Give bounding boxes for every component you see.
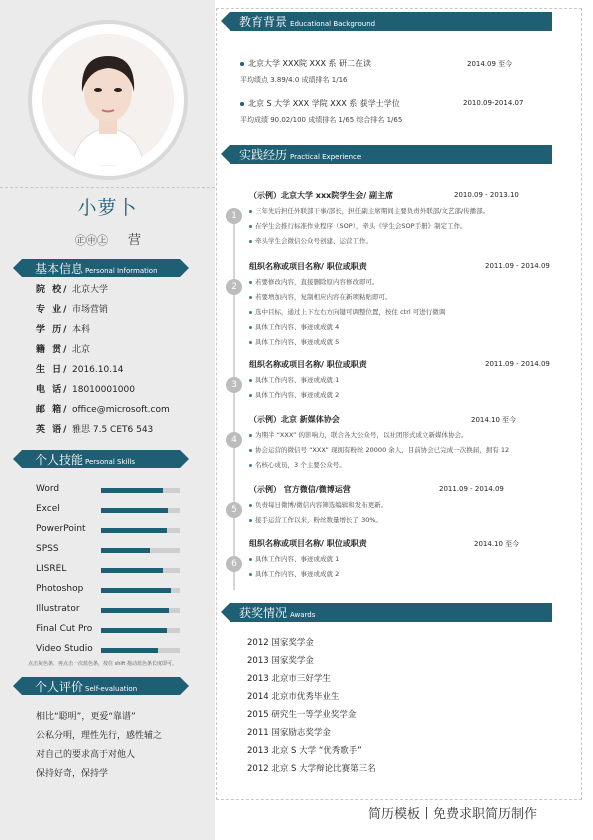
info-key: 学 历/: [36, 325, 69, 335]
skill-bar-track: [101, 648, 180, 653]
info-key: 籍 贯/: [36, 345, 69, 355]
experience-bullet: [249, 445, 509, 454]
section-subtitle: Awards: [290, 611, 316, 619]
seal-label: ㊣㊥㊤: [75, 234, 108, 247]
experience-date: 2011.09 - 2014.09: [485, 360, 550, 368]
bullet-dot: [249, 558, 252, 561]
experience-bullet: [249, 277, 379, 286]
award-item: 2014 北京市优秀毕业生: [247, 692, 340, 702]
experience-bullet: [249, 322, 339, 331]
education-entry-title: [240, 98, 400, 109]
skill-bar-fill: [101, 628, 167, 633]
bullet-text: 负责每日微博/微信内容筛选编辑和发布更新。: [255, 501, 388, 509]
evaluation-line: 对自己的要求高于对他人: [36, 750, 136, 760]
section-title: 个人评价: [35, 680, 84, 694]
education-title-text: 北京大学 XXX院 XXX 系 研二在读: [248, 59, 372, 68]
bullet-text: 协会运营的微信号 “XXX” 现拥有粉丝 20000 余人，目前协会已完成一次换届，拥有 12: [255, 446, 510, 454]
skill-label: Video Studio: [36, 644, 93, 654]
experience-title: （示例）北京大学 xxx院学生会/ 副主席: [249, 191, 393, 200]
section-header-eval: [22, 677, 180, 695]
info-key: 专 业/: [36, 305, 69, 315]
skills-note: 点击灰色条，再点击一次蓝色条，按住 shift 拖动蓝色条长度即可。: [28, 661, 177, 667]
section-subtitle: Self-evaluation: [85, 685, 138, 693]
section-subtitle: Educational Background: [290, 20, 376, 28]
section-subtitle: Personal Information: [85, 267, 158, 275]
experience-bullet: [249, 206, 489, 215]
info-row: [36, 422, 153, 435]
info-row: [36, 402, 170, 415]
info-key: 电 话/: [36, 385, 69, 395]
experience-bullet: [249, 430, 467, 439]
bullet-dot: [249, 519, 252, 522]
timeline-number: 1: [226, 208, 242, 224]
bullet-text: 具体工作内容、事迹或成就 2: [255, 391, 340, 399]
experience-bullet: [249, 375, 339, 384]
experience-date: 2014.10 至今: [474, 540, 520, 548]
experience-date: 2010.09 - 2013.10: [454, 191, 519, 199]
award-item: 2012 北京 S 大学辩论比赛第三名: [247, 764, 376, 774]
experience-title: 组织名称或项目名称/ 职位或职责: [249, 262, 367, 271]
bullet-text: 具体工作内容、事迹或成就 1: [255, 555, 340, 563]
section-subtitle: Personal Skills: [85, 458, 135, 466]
bullet-dot: [249, 341, 252, 344]
experience-title: （示例）北京 新媒体协会: [249, 415, 340, 424]
skill-bar-fill: [101, 608, 169, 613]
experience-bullet: [249, 221, 467, 230]
info-row: [36, 382, 135, 395]
info-value: 本科: [72, 325, 91, 335]
bullet-text: 牵头学生会微信公众号创建、运营工作。: [255, 237, 372, 245]
info-row: [36, 342, 90, 355]
section-title: 教育背景: [239, 15, 288, 29]
info-key: 生 日/: [36, 365, 69, 375]
experience-date: 2011.09 - 2014.09: [485, 262, 550, 270]
info-value: 市场营销: [72, 305, 109, 315]
experience-bullet: [249, 500, 387, 509]
award-item: 2013 国家奖学金: [247, 656, 314, 666]
skill-label: Word: [36, 484, 60, 494]
skill-bar-fill: [101, 648, 158, 653]
bullet-text: 若要增加内容，复制相应内容在新项粘贴即可。: [255, 293, 392, 301]
experience-bullet: [249, 569, 339, 578]
timeline-number: 6: [226, 556, 242, 572]
award-item: 2012 国家奖学金: [247, 638, 314, 648]
section-header-skills: [22, 450, 180, 468]
skill-bar-fill: [101, 508, 168, 513]
portrait-image: [42, 34, 174, 166]
bullet-dot: [249, 434, 252, 437]
timeline-number: 2: [226, 279, 242, 295]
bullet-dot: [249, 240, 252, 243]
bullet-dot: [249, 449, 252, 452]
skill-bar-track: [101, 568, 180, 573]
section-title: 个人技能: [35, 453, 84, 467]
bullet-dot: [249, 464, 252, 467]
section-title: 获奖情况: [239, 606, 288, 620]
bullet-text: 在学生会推行标准作业程序（SOP），牵头《学生会SOP手册》制定工作。: [255, 222, 467, 230]
award-item: 2015 研究生一等学业奖学金: [247, 710, 357, 720]
section-subtitle: Practical Experience: [290, 153, 362, 161]
info-row: [36, 282, 108, 295]
evaluation-line: 相比“聪明”，更爱“靠谱”: [36, 712, 136, 722]
bullet-text: 具体工作内容、事迹或成就 1: [255, 376, 340, 384]
skill-label: LISREL: [36, 564, 67, 574]
info-value: office@microsoft.com: [72, 405, 170, 415]
skill-label: SPSS: [36, 544, 59, 554]
info-value: 雅思 7.5 CET6 543: [72, 425, 154, 435]
experience-bullet: [249, 337, 339, 346]
skill-label: Excel: [36, 504, 60, 514]
skill-bar-fill: [101, 528, 167, 533]
bullet-text: 接手运营工作以来，粉丝数量增长了 30%。: [255, 516, 383, 524]
bullet-dot: [240, 102, 244, 106]
bullet-dot: [249, 573, 252, 576]
award-item: 2011 国家励志奖学金: [247, 728, 331, 738]
evaluation-line: 公私分明，理性先行，感性辅之: [36, 731, 163, 741]
experience-bullet: [249, 515, 382, 524]
bullet-dot: [249, 296, 252, 299]
bullet-text: 三年先后担任外联部干事/部长，担任副主席期间主要负责外联部/文艺部/传播部。: [255, 207, 490, 215]
skill-bar-track: [101, 628, 180, 633]
skill-bar-track: [101, 608, 180, 613]
profile-name: 小萝卜: [77, 197, 138, 219]
bullet-text: 名核心成员，3 个主要公众号。: [255, 461, 346, 469]
skill-label: Illustrator: [36, 604, 80, 614]
skill-bar-fill: [101, 568, 163, 573]
bullet-dot: [249, 210, 252, 213]
experience-bullet: [249, 236, 372, 245]
bullet-text: 具体工作内容、事迹或成就 2: [255, 570, 340, 578]
info-key: 邮 箱/: [36, 405, 69, 415]
experience-date: 2011.09 - 2014.09: [439, 485, 504, 493]
skill-bar-fill: [101, 548, 150, 553]
avatar-frame: [28, 20, 188, 180]
skill-bar-track: [101, 588, 180, 593]
info-value: 18010001000: [72, 385, 135, 395]
award-item: 2013 北京市三好学生: [247, 674, 331, 684]
experience-date: 2014.10 至今: [471, 416, 517, 424]
info-key: 院 校/: [36, 285, 69, 295]
experience-bullet: [249, 292, 392, 301]
timeline-number: 3: [226, 377, 242, 393]
bullet-dot: [249, 326, 252, 329]
info-row: [36, 302, 108, 315]
info-value: 北京: [72, 345, 91, 355]
experience-title: （示例） 官方微信/微博运营: [249, 485, 351, 494]
seal-text: 营: [128, 233, 142, 248]
experience-bullet: [249, 460, 346, 469]
experience-title: 组织名称或项目名称/ 职位或职责: [249, 539, 367, 548]
footer-watermark: 简历模板丨免费求职简历制作: [368, 807, 538, 822]
education-title-text: 北京 S 大学 XXX 学院 XXX 系 获学士学位: [248, 99, 400, 108]
bullet-dot: [249, 311, 252, 314]
experience-bullet: [249, 307, 445, 316]
bullet-dot: [240, 62, 244, 66]
experience-bullet: [249, 554, 339, 563]
info-key: 英 语/: [36, 425, 69, 435]
bullet-dot: [249, 281, 252, 284]
timeline-number: 5: [226, 502, 242, 518]
section-title: 基本信息: [35, 262, 84, 276]
education-date: 2014.09 至今: [467, 60, 513, 68]
avatar: [42, 34, 174, 166]
evaluation-line: 保持好奇，保持学: [36, 769, 109, 779]
skill-bar-fill: [101, 488, 163, 493]
info-value: 北京大学: [72, 285, 109, 295]
section-header-education: [230, 12, 552, 31]
bullet-dot: [249, 379, 252, 382]
section-header-practice: [230, 145, 552, 164]
info-row: [36, 362, 124, 375]
bullet-text: 选中目标，通过上下左右方向键可调整位置，按住 ctrl 可进行微调: [255, 308, 446, 316]
info-value: 2016.10.14: [72, 365, 124, 375]
bullet-text: 具体工作内容、事迹或成就 5: [255, 338, 340, 346]
divider: [0, 187, 215, 188]
skill-bar-track: [101, 528, 180, 533]
bullet-text: 若要修改内容，直接删除原内容修改即可。: [255, 278, 379, 286]
bullet-text: 为期半 “XXX” 的影响力，联合各大公众号，以社团形式成立新媒体协会。: [255, 431, 468, 439]
skill-label: Final Cut Pro: [36, 624, 93, 634]
skill-bar-track: [101, 508, 180, 513]
experience-bullet: [249, 390, 339, 399]
section-title: 实践经历: [239, 148, 288, 162]
skill-bar-fill: [101, 588, 171, 593]
bullet-dot: [249, 504, 252, 507]
section-header-awards: [230, 603, 552, 622]
skill-label: Photoshop: [36, 584, 84, 594]
skill-label: PowerPoint: [36, 524, 86, 534]
bullet-text: 具体工作内容、事迹或成就 4: [255, 323, 340, 331]
info-row: [36, 322, 90, 335]
education-detail: 平均绩点 3.89/4.0 成绩排名 1/16: [240, 76, 348, 84]
section-header-basic: [22, 259, 180, 277]
skill-bar-track: [101, 548, 180, 553]
timeline-line: [233, 208, 235, 590]
education-entry-title: [240, 58, 371, 69]
skill-bar-track: [101, 488, 180, 493]
experience-title: 组织名称或项目名称/ 职位或职责: [249, 360, 367, 369]
education-date: 2010.09-2014.07: [463, 99, 524, 107]
timeline-number: 4: [226, 432, 242, 448]
education-detail: 平均成绩 90.02/100 成绩排名 1/65 综合排名 1/65: [240, 116, 403, 124]
bullet-dot: [249, 225, 252, 228]
bullet-dot: [249, 394, 252, 397]
award-item: 2013 北京 S 大学 “优秀歌手”: [247, 746, 362, 756]
